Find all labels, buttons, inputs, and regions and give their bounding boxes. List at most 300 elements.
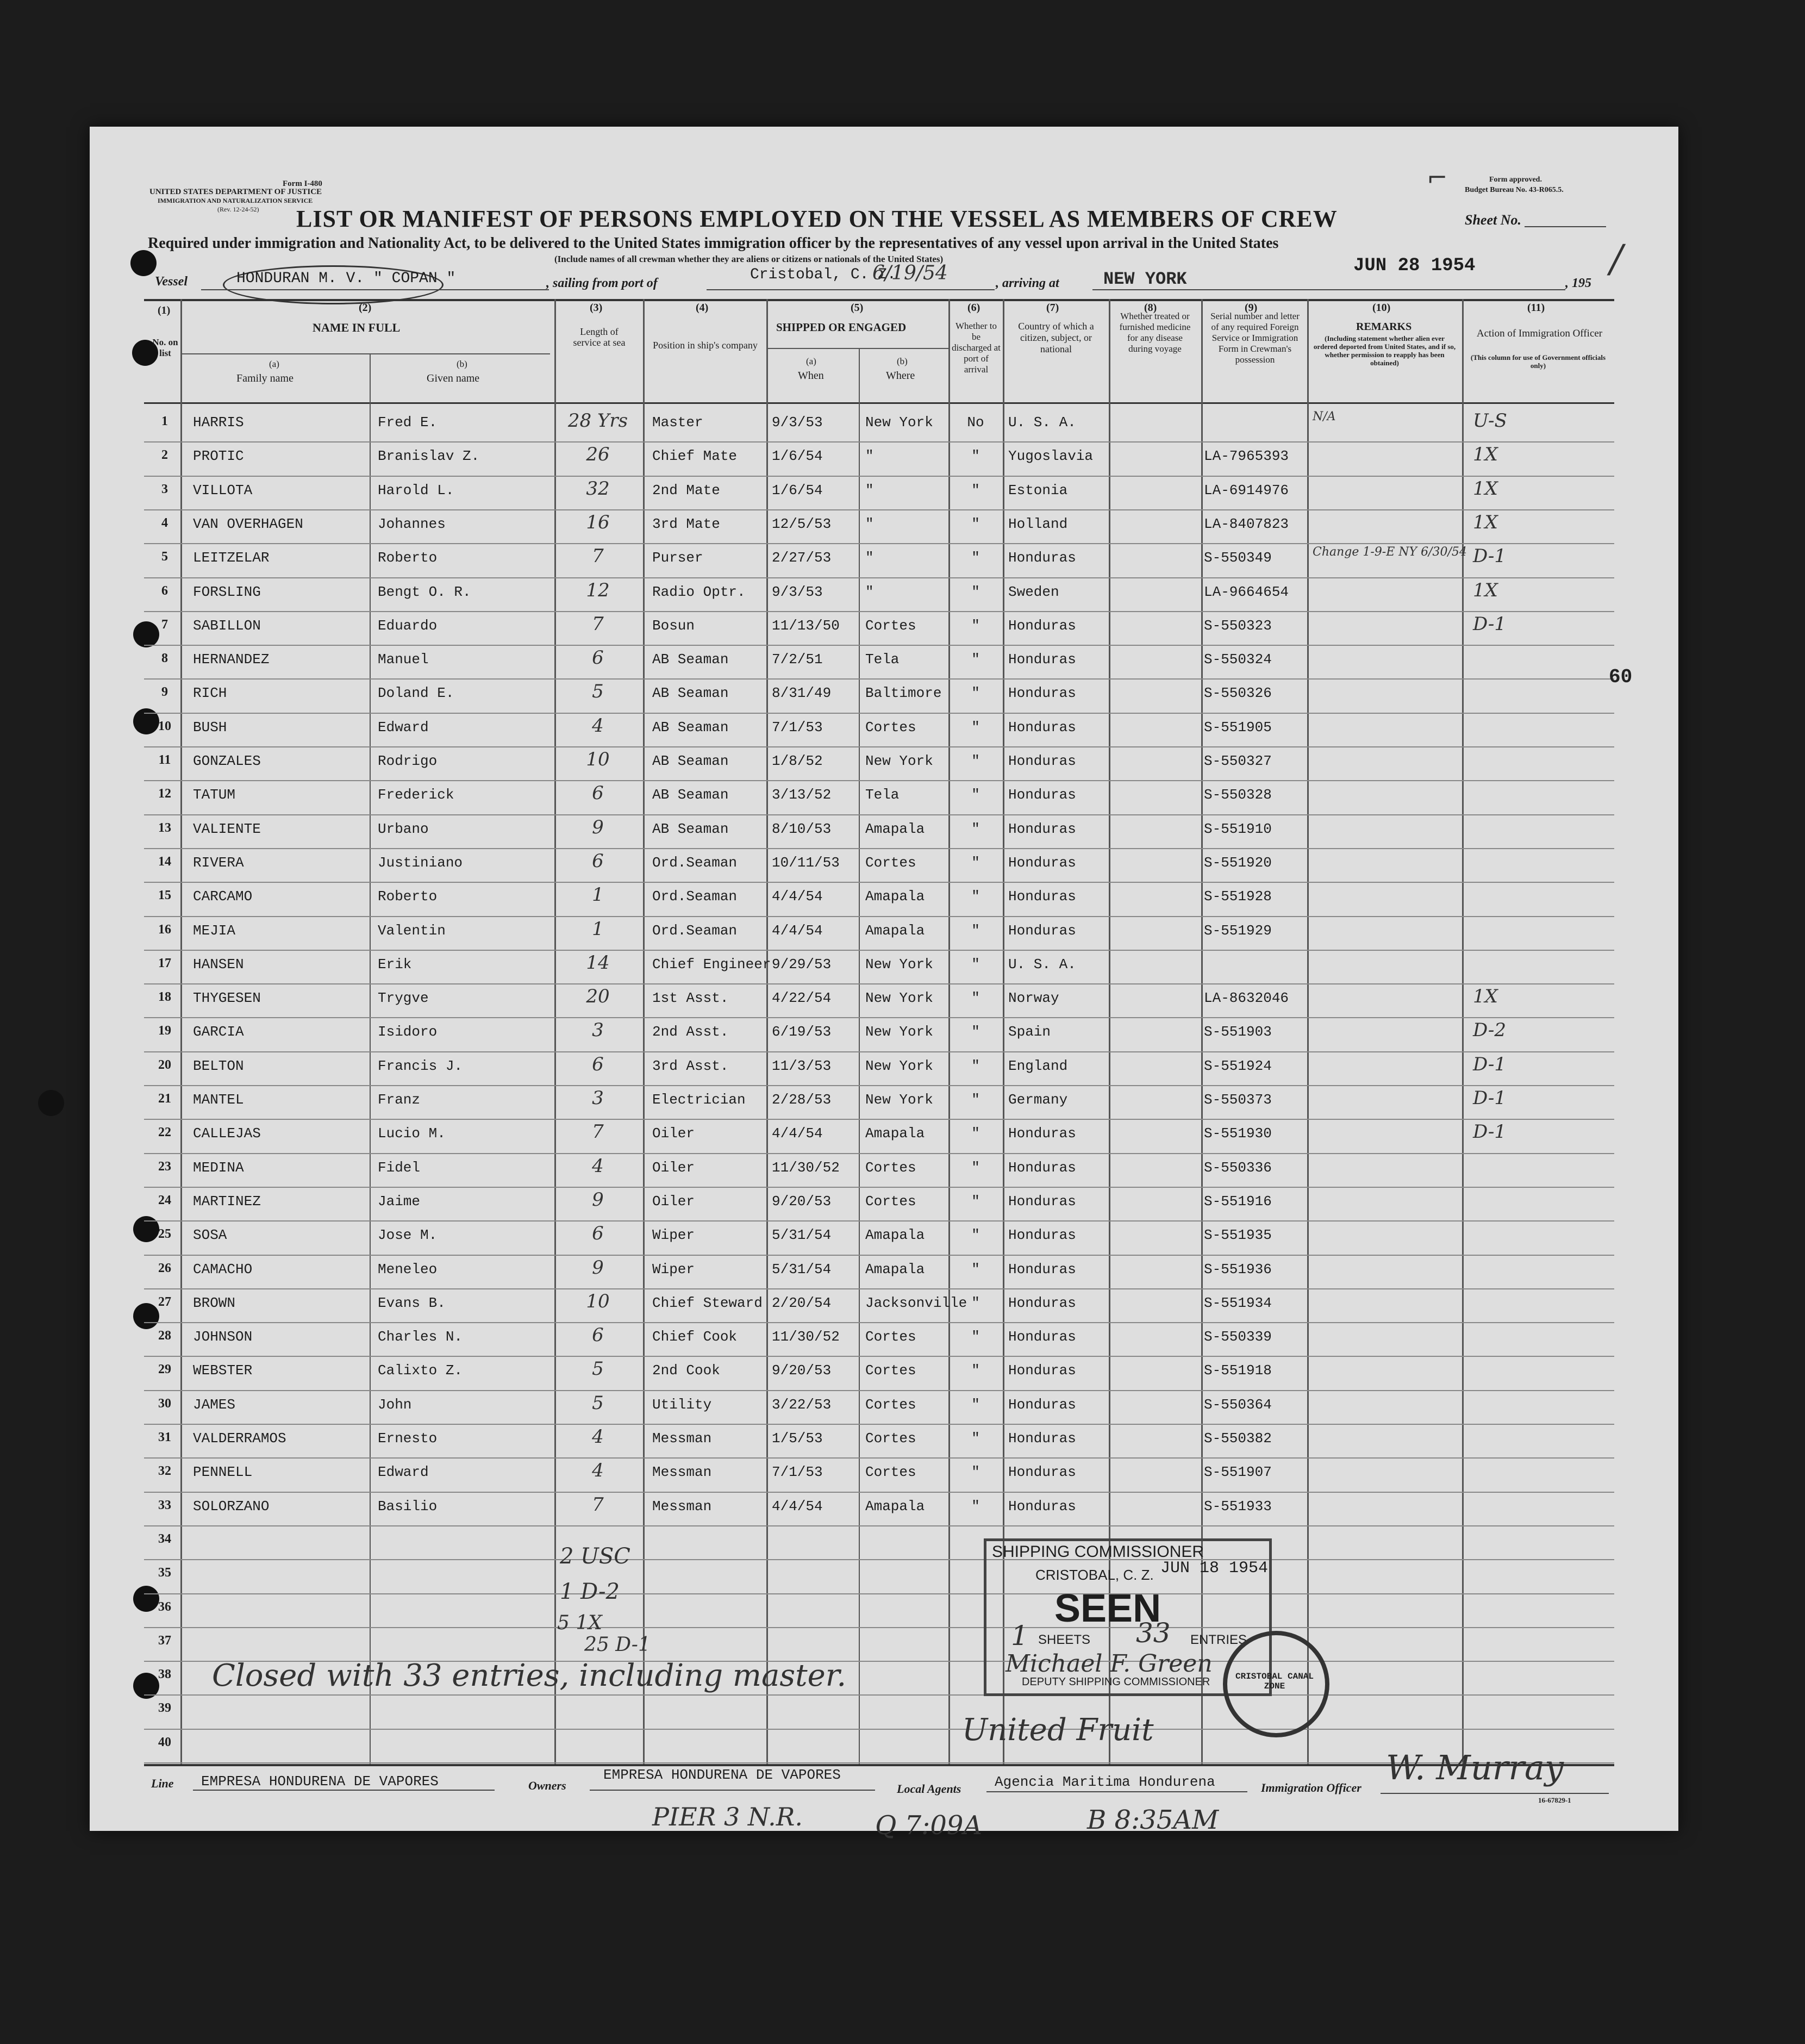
service-length: 32 <box>586 477 610 500</box>
row-number: 34 <box>158 1531 171 1546</box>
discharge-flag: " <box>971 1024 980 1040</box>
shipped-where: Cortes <box>865 719 916 736</box>
country: Honduras <box>1008 1227 1076 1244</box>
footer-line-label: Line <box>151 1777 174 1790</box>
discharge-flag: " <box>971 617 980 634</box>
position: 2nd Asst. <box>652 1024 729 1040</box>
shipped-when: 4/4/54 <box>772 888 823 905</box>
row-divider <box>144 746 1614 747</box>
service-length: 5 <box>592 681 604 703</box>
given-name: Francis J. <box>378 1057 463 1074</box>
serial-number: S-551903 <box>1204 1024 1272 1040</box>
position: AB Seaman <box>652 787 729 803</box>
row-number: 9 <box>161 685 168 700</box>
row-divider <box>144 476 1614 477</box>
shipped-when: 9/20/53 <box>772 1193 832 1210</box>
serial-number: S-550326 <box>1204 685 1272 702</box>
given-name: Jose M. <box>378 1227 438 1244</box>
position: 1st Asst. <box>652 990 729 1007</box>
stamp-date: JUN 18 1954 <box>1160 1559 1269 1578</box>
row-divider <box>144 1322 1614 1323</box>
row-number: 29 <box>158 1362 171 1377</box>
footer-owners-value: EMPRESA HONDURENA DE VAPORES <box>603 1767 841 1783</box>
table-top-border <box>144 299 1614 301</box>
position: 2nd Mate <box>652 482 720 498</box>
punch-hole <box>38 1090 64 1116</box>
discharge-flag: " <box>971 956 980 973</box>
row-divider <box>144 814 1614 815</box>
service-length: 16 <box>586 511 610 533</box>
arrival-date-stamp: JUN 28 1954 <box>1353 256 1476 276</box>
row-divider <box>144 1255 1614 1256</box>
family-name: MANTEL <box>193 1092 244 1108</box>
officer-action: D-1 <box>1473 1053 1507 1075</box>
service-length: 7 <box>592 1493 604 1516</box>
shipped-when: 8/31/49 <box>772 685 832 702</box>
shipped-where: New York <box>865 990 933 1007</box>
side-number: 60 <box>1609 666 1633 688</box>
serial-number: S-551924 <box>1204 1057 1272 1074</box>
service-length: 4 <box>592 1426 604 1448</box>
family-name: HANSEN <box>193 956 244 973</box>
bottom-note-b: B 8:35AM <box>1087 1805 1219 1835</box>
shipped-where: Tela <box>865 787 900 803</box>
family-name: GONZALES <box>193 753 261 769</box>
shipped-where: Cortes <box>865 1430 916 1447</box>
officer-action: D-1 <box>1473 1087 1507 1109</box>
given-name: Roberto <box>378 550 438 566</box>
row-number: 30 <box>158 1396 171 1411</box>
country: Honduras <box>1008 651 1076 668</box>
discharge-flag: " <box>971 753 980 769</box>
stamp-location: CRISTOBAL, C. Z. <box>1035 1567 1154 1583</box>
serial-number: LA-9664654 <box>1204 583 1289 600</box>
shipped-when: 1/6/54 <box>772 448 823 465</box>
officer-action: D-2 <box>1473 1019 1507 1042</box>
stamp-sheets-label: SHEETS <box>1038 1632 1091 1647</box>
serial-number: S-550336 <box>1204 1159 1272 1176</box>
service-length: 28 Yrs <box>567 410 628 432</box>
discharge-flag: " <box>971 990 980 1007</box>
given-name: Isidoro <box>378 1024 438 1040</box>
service-length: 6 <box>592 647 604 669</box>
row-number: 21 <box>158 1092 171 1106</box>
position: Messman <box>652 1464 712 1481</box>
arriving-label: , arriving at <box>996 276 1059 290</box>
row-number: 22 <box>158 1125 171 1140</box>
service-length: 3 <box>592 1019 604 1042</box>
family-name: CAMACHO <box>193 1261 253 1278</box>
row-divider <box>144 1085 1614 1086</box>
shipped-where: Cortes <box>865 1329 916 1345</box>
col2b-number: (b) <box>457 359 467 369</box>
row-number: 33 <box>158 1498 171 1512</box>
punch-hole <box>130 250 157 276</box>
discharge-flag: " <box>971 550 980 566</box>
shipped-where: Cortes <box>865 1159 916 1176</box>
serial-number: S-550328 <box>1204 787 1272 803</box>
row-number: 16 <box>158 922 171 937</box>
serial-number: S-550382 <box>1204 1430 1272 1447</box>
shipped-when: 11/30/52 <box>772 1329 840 1345</box>
position: Chief Engineer <box>652 956 771 973</box>
col10-header: REMARKS <box>1356 321 1412 333</box>
row-number: 11 <box>158 753 171 767</box>
country: Estonia <box>1008 482 1068 498</box>
serial-number: S-551933 <box>1204 1498 1272 1515</box>
col11-note: (This column for use of Government officials only) <box>1470 353 1606 370</box>
shipped-when: 10/11/53 <box>772 854 840 871</box>
given-name: Fidel <box>378 1159 421 1176</box>
officer-action: D-1 <box>1473 1121 1507 1143</box>
family-name: SOSA <box>193 1227 227 1244</box>
position: Messman <box>652 1430 712 1447</box>
given-name: Charles N. <box>378 1329 463 1345</box>
shipped-where: Cortes <box>865 1396 916 1413</box>
given-name: Edward <box>378 1464 429 1481</box>
shipped-where: Amapala <box>865 1498 925 1515</box>
row-number: 27 <box>158 1294 171 1309</box>
shipped-where: Cortes <box>865 617 916 634</box>
footer-code: 16-67829-1 <box>1538 1796 1571 1804</box>
serial-number: S-551934 <box>1204 1294 1272 1311</box>
column-divider <box>1307 299 1309 1764</box>
discharge-flag: " <box>971 854 980 871</box>
country: Honduras <box>1008 1498 1076 1515</box>
row-divider <box>144 1017 1614 1018</box>
family-name: FORSLING <box>193 583 261 600</box>
footer-agents-value: Agencia Maritima Hondurena <box>995 1774 1215 1790</box>
serial-number: S-551920 <box>1204 854 1272 871</box>
family-name: VALDERRAMOS <box>193 1430 286 1447</box>
country: Honduras <box>1008 1294 1076 1311</box>
serial-number: S-550327 <box>1204 753 1272 769</box>
hand-mark: / <box>1610 236 1623 281</box>
bottom-note-pier: PIER 3 N.R. <box>652 1802 803 1831</box>
given-name: Doland E. <box>378 685 454 702</box>
budget-bureau: Budget Bureau No. 43-R065.5. <box>1465 186 1564 194</box>
position: 2nd Cook <box>652 1362 720 1379</box>
position: Chief Steward <box>652 1294 763 1311</box>
discharge-flag: " <box>971 1464 980 1481</box>
col5a-number: (a) <box>806 356 816 366</box>
row-divider <box>144 441 1614 443</box>
discharge-flag: " <box>971 651 980 668</box>
officer-action: 1X <box>1473 477 1498 500</box>
shipped-where: " <box>865 448 874 465</box>
country: Honduras <box>1008 1362 1076 1379</box>
country: Honduras <box>1008 888 1076 905</box>
discharge-flag: " <box>971 1294 980 1311</box>
officer-action: D-1 <box>1473 613 1507 635</box>
col4-header: Position in ship's company <box>653 340 758 351</box>
discharge-flag: " <box>971 1261 980 1278</box>
country: Honduras <box>1008 820 1076 837</box>
given-name: Justiniano <box>378 854 463 871</box>
given-name: Ernesto <box>378 1430 438 1447</box>
country: Honduras <box>1008 685 1076 702</box>
sailing-label: , sailing from port of <box>546 276 658 290</box>
service-length: 14 <box>586 951 610 974</box>
serial-number: LA-6914976 <box>1204 482 1289 498</box>
service-length: 20 <box>586 986 610 1008</box>
revision-date: (Rev. 12-24-52) <box>217 205 259 213</box>
given-name: Johannes <box>378 515 446 532</box>
row-number: 35 <box>158 1566 171 1580</box>
footer-rule <box>590 1790 875 1791</box>
col10-note: (Including statement whether alien ever ordered deported from United States, and if so, whether permission to reapply has been obtained) <box>1313 334 1456 367</box>
vessel-line <box>201 289 549 290</box>
discharge-flag: " <box>971 922 980 939</box>
col1-header: No. on list <box>152 337 178 358</box>
discharge-flag: " <box>971 1329 980 1345</box>
serial-number: S-551910 <box>1204 820 1272 837</box>
name-subheader-line <box>180 353 550 354</box>
shipped-when: 1/5/53 <box>772 1430 823 1447</box>
serial-number: S-550339 <box>1204 1329 1272 1345</box>
col11-number: (11) <box>1527 302 1545 314</box>
shipped-where: Amapala <box>865 922 925 939</box>
form-number: Form I-480 <box>283 179 322 188</box>
serial-number: S-551916 <box>1204 1193 1272 1210</box>
shipped-when: 1/6/54 <box>772 482 823 498</box>
column-divider <box>180 299 182 1764</box>
family-name: LEITZELAR <box>193 550 270 566</box>
shipped-when: 2/20/54 <box>772 1294 832 1311</box>
position: Radio Optr. <box>652 583 746 600</box>
col5-header: SHIPPED OR ENGAGED <box>776 321 907 334</box>
row-number: 14 <box>158 854 171 869</box>
family-name: RICH <box>193 685 227 702</box>
shipped-when: 3/22/53 <box>772 1396 832 1413</box>
discharge-flag: " <box>971 1193 980 1210</box>
row-divider <box>144 509 1614 510</box>
department-line: UNITED STATES DEPARTMENT OF JUSTICE <box>149 188 322 196</box>
service-length: 12 <box>586 579 610 601</box>
serial-number: S-550323 <box>1204 617 1272 634</box>
position: Wiper <box>652 1227 695 1244</box>
footer-owners-label: Owners <box>528 1779 566 1792</box>
row-divider <box>144 848 1614 849</box>
row-divider <box>144 1694 1614 1696</box>
position: Ord.Seaman <box>652 854 738 871</box>
family-name: HARRIS <box>193 414 244 431</box>
col10-number: (10) <box>1372 302 1391 314</box>
footer-agents-label: Local Agents <box>897 1782 961 1796</box>
discharge-flag: " <box>971 1057 980 1074</box>
shipped-where: Amapala <box>865 1125 925 1142</box>
position: Utility <box>652 1396 712 1413</box>
col11-header: Action of Immigration Officer <box>1476 328 1603 339</box>
row-number: 24 <box>158 1193 171 1207</box>
row-divider <box>144 611 1614 612</box>
given-name: Rodrigo <box>378 753 438 769</box>
serial-number: S-550364 <box>1204 1396 1272 1413</box>
serial-number: S-550349 <box>1204 550 1272 566</box>
given-name: Branislav Z. <box>378 448 480 465</box>
given-name: Evans B. <box>378 1294 446 1311</box>
table-header-bottom <box>144 402 1614 404</box>
position: AB Seaman <box>652 719 729 736</box>
service-length: 7 <box>592 545 604 568</box>
row-number: 32 <box>158 1464 171 1479</box>
shipped-where: " <box>865 550 874 566</box>
col7-number: (7) <box>1046 302 1059 314</box>
shipped-where: Tela <box>865 651 900 668</box>
row-number: 4 <box>161 515 168 530</box>
family-name: JAMES <box>193 1396 236 1413</box>
shipped-where: " <box>865 482 874 498</box>
shipped-when: 2/27/53 <box>772 550 832 566</box>
country: Honduras <box>1008 1125 1076 1142</box>
row-divider <box>144 950 1614 951</box>
given-name: Eduardo <box>378 617 438 634</box>
subnote: (Include names of all crewman whether they are aliens or citizens or nationals of the United States) <box>554 254 944 264</box>
col2a-number: (a) <box>269 359 279 369</box>
position: Oiler <box>652 1125 695 1142</box>
position: Chief Cook <box>652 1329 738 1345</box>
discharge-flag: No <box>967 414 984 431</box>
row-number: 6 <box>161 583 168 598</box>
discharge-flag: " <box>971 1498 980 1515</box>
given-name: Valentin <box>378 922 446 939</box>
country: Honduras <box>1008 1193 1076 1210</box>
country: Honduras <box>1008 1159 1076 1176</box>
row-number: 12 <box>158 787 171 801</box>
manifest-sheet <box>90 127 1678 1831</box>
serial-number: LA-8407823 <box>1204 515 1289 532</box>
stamp-entries-label: ENTRIES <box>1190 1632 1247 1647</box>
shipped-where: New York <box>865 414 933 431</box>
family-name: SOLORZANO <box>193 1498 270 1515</box>
arriving-line <box>1092 289 1565 290</box>
row-divider <box>144 983 1614 984</box>
row-divider <box>144 780 1614 781</box>
given-name: Franz <box>378 1092 421 1108</box>
row-number: 25 <box>158 1227 171 1242</box>
family-name: MARTINEZ <box>193 1193 261 1210</box>
tally-line: 25 D-1 <box>584 1634 651 1656</box>
given-name: Roberto <box>378 888 438 905</box>
row-divider <box>144 645 1614 646</box>
shipped-when: 12/5/53 <box>772 515 832 532</box>
shipped-where: New York <box>865 1057 933 1074</box>
family-name: JOHNSON <box>193 1329 253 1345</box>
column-divider <box>948 299 950 1764</box>
family-name: WEBSTER <box>193 1362 253 1379</box>
given-name: Fred E. <box>378 414 438 431</box>
discharge-flag: " <box>971 1430 980 1447</box>
row-number: 37 <box>158 1633 171 1648</box>
officer-action: 1X <box>1473 444 1498 466</box>
row-divider <box>144 1525 1614 1526</box>
vessel-name: HONDURAN M. V. " COPAN " <box>236 270 456 287</box>
stamp-title: SHIPPING COMMISSIONER <box>992 1543 1204 1561</box>
shipped-when: 4/4/54 <box>772 1125 823 1142</box>
row-divider <box>144 543 1614 544</box>
country: U. S. A. <box>1008 414 1076 431</box>
stamp-signature: Michael F. Green <box>1005 1650 1213 1678</box>
page-title: LIST OR MANIFEST OF PERSONS EMPLOYED ON THE VESSEL AS MEMBERS OF CREW <box>296 205 1338 232</box>
shipped-where: Cortes <box>865 854 916 871</box>
shipped-where: New York <box>865 1092 933 1108</box>
row-divider <box>144 1220 1614 1222</box>
country: Honduras <box>1008 753 1076 769</box>
form-approved: Form approved. <box>1489 176 1542 184</box>
row-number: 1 <box>161 414 168 428</box>
given-name: Urbano <box>378 820 429 837</box>
officer-action: D-1 <box>1473 545 1507 568</box>
family-name: MEJIA <box>193 922 236 939</box>
col2b-header: Given name <box>427 372 480 384</box>
row-divider <box>144 882 1614 883</box>
col5b-number: (b) <box>897 356 908 366</box>
service-length: 6 <box>592 782 604 805</box>
country: U. S. A. <box>1008 956 1076 973</box>
row-divider <box>144 577 1614 578</box>
given-name: Lucio M. <box>378 1125 446 1142</box>
given-name: Frederick <box>378 787 454 803</box>
row-number: 17 <box>158 956 171 970</box>
row-number: 2 <box>161 448 168 463</box>
shipped-when: 4/4/54 <box>772 922 823 939</box>
stamp-deputy: DEPUTY SHIPPING COMMISSIONER <box>1022 1676 1210 1688</box>
shipped-when: 6/19/53 <box>772 1024 832 1040</box>
country: Honduras <box>1008 617 1076 634</box>
shipped-where: Amapala <box>865 820 925 837</box>
shipped-when: 11/13/50 <box>772 617 840 634</box>
row-divider <box>144 713 1614 714</box>
col1-number: (1) <box>158 304 171 316</box>
discharge-flag: " <box>971 1125 980 1142</box>
position: Ord.Seaman <box>652 922 738 939</box>
tally-line: 5 1X <box>557 1612 602 1634</box>
given-name: Harold L. <box>378 482 454 498</box>
officer-action: 1X <box>1473 511 1498 533</box>
serial-number: S-551936 <box>1204 1261 1272 1278</box>
col2-header: NAME IN FULL <box>313 321 401 334</box>
country: England <box>1008 1057 1068 1074</box>
family-name: PROTIC <box>193 448 244 465</box>
column-divider <box>859 348 860 1764</box>
col6-header: Whether to be discharged at port of arrival <box>952 321 1001 375</box>
hand-united-fruit: United Fruit <box>962 1712 1154 1748</box>
vessel-label: Vessel <box>155 275 188 289</box>
serial-number: S-551907 <box>1204 1464 1272 1481</box>
shipped-when: 3/13/52 <box>772 787 832 803</box>
col5b-header: Where <box>886 370 915 382</box>
discharge-flag: " <box>971 448 980 465</box>
discharge-flag: " <box>971 1396 980 1413</box>
country: Honduras <box>1008 719 1076 736</box>
family-name: VILLOTA <box>193 482 253 498</box>
serial-number: LA-7965393 <box>1204 448 1289 465</box>
shipped-when: 9/29/53 <box>772 956 832 973</box>
given-name: John <box>378 1396 412 1413</box>
stamp-seen: SEEN <box>1054 1587 1161 1630</box>
position: Master <box>652 414 703 431</box>
seal-text: CRISTOBAL CANAL ZONE <box>1235 1672 1314 1691</box>
family-name: RIVERA <box>193 854 244 871</box>
discharge-flag: " <box>971 719 980 736</box>
shipped-when: 9/20/53 <box>772 1362 832 1379</box>
row-divider <box>144 1627 1614 1628</box>
shipped-where: Cortes <box>865 1193 916 1210</box>
discharge-flag: " <box>971 1362 980 1379</box>
position: Messman <box>652 1498 712 1515</box>
col9-header: Serial number and letter of any required Foreign Service or Immigration Form in Crewman's possession <box>1210 311 1300 365</box>
row-number: 10 <box>158 719 171 733</box>
